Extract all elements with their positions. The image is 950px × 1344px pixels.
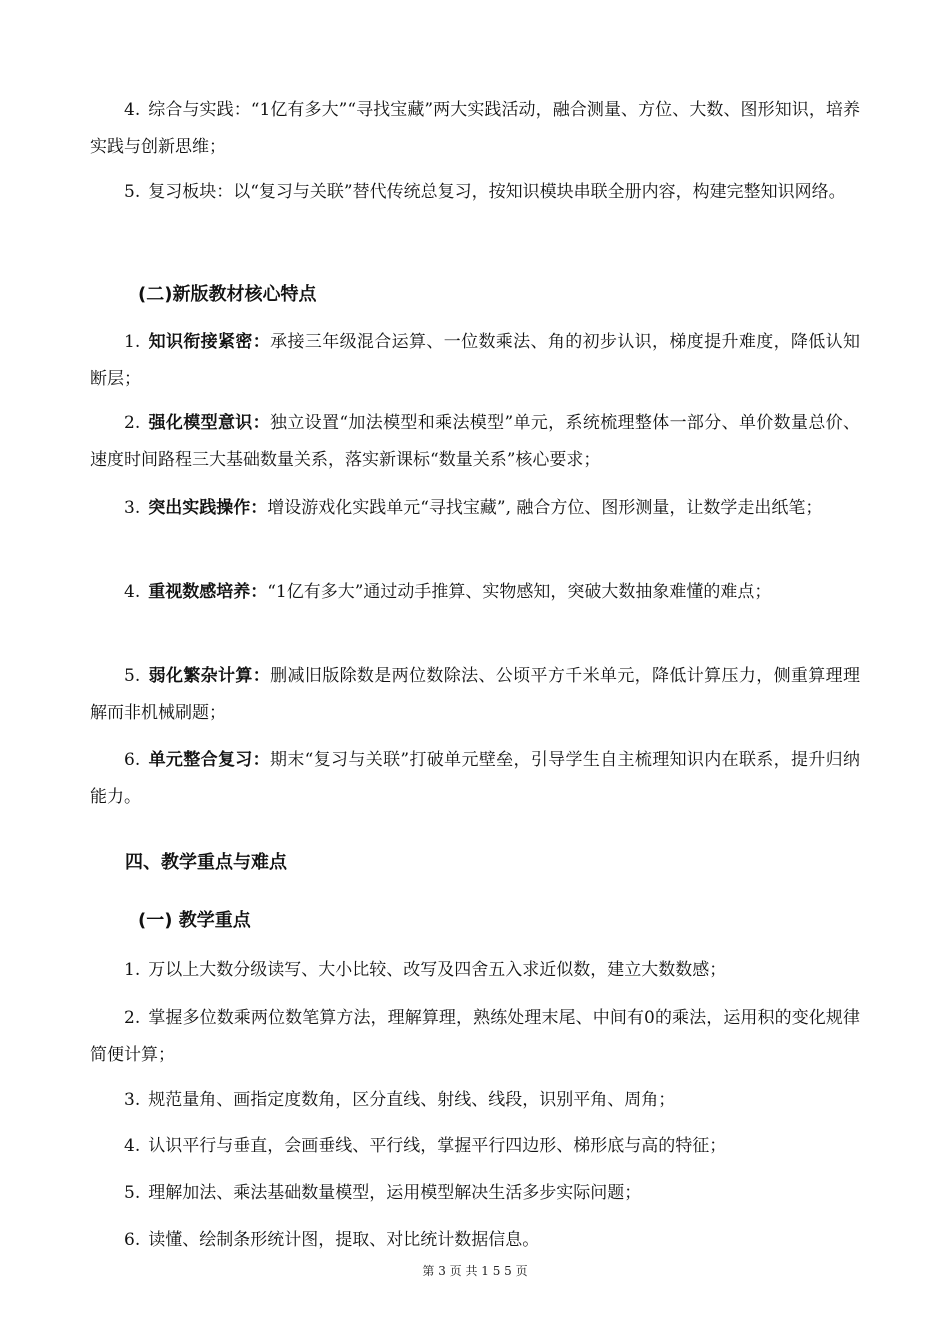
list-item: 4. 重视数感培养：“1亿有多大”通过动手推算、实物感知，突破大数抽象难懂的难点； bbox=[124, 582, 772, 602]
list-item: 3. 规范量角、画指定度数角，区分直线、射线、线段，识别平角、周角； bbox=[124, 1090, 676, 1110]
section-heading-features: (二)新版教材核心特点 bbox=[138, 284, 317, 305]
section-heading-key-points: 四、教学重点与难点 bbox=[125, 852, 287, 873]
list-item: 4. 综合与实践：“1亿有多大”“寻找宝藏”两大实践活动，融合测量、方位、大数、图形知识，培养实践与创新思维； bbox=[90, 100, 860, 157]
list-item: 6. 单元整合复习：期末“复习与关联”打破单元壁垒，引导学生自主梳理知识内在联系，提升归纳能力。 bbox=[90, 750, 861, 807]
list-item: 4. 认识平行与垂直，会画垂线、平行线，掌握平行四边形、梯形底与高的特征； bbox=[124, 1136, 727, 1156]
list-item: 5. 弱化繁杂计算：删减旧版除数是两位数除法、公顷平方千米单元，降低计算压力，侧重算理理解而非机械刷题； bbox=[90, 666, 861, 723]
list-item: 1. 知识衔接紧密：承接三年级混合运算、一位数乘法、角的初步认识，梯度提升难度，降低认知断层； bbox=[90, 332, 861, 389]
list-item: 5. 理解加法、乘法基础数量模型，运用模型解决生活多步实际问题； bbox=[124, 1183, 642, 1203]
list-item: 2. 强化模型意识：独立设置“加法模型和乘法模型”单元，系统梳理整体一部分、单价数量总价、速度时间路程三大基础数量关系，落实新课标“数量关系”核心要求； bbox=[90, 413, 861, 470]
sub-heading-teaching-focus: (一) 教学重点 bbox=[138, 910, 251, 931]
page-footer: 第 3 页 共 1 5 5 页 bbox=[422, 1264, 528, 1278]
list-item: 5. 复习板块：以“复习与关联”替代传统总复习，按知识模块串联全册内容，构建完整知识网络。 bbox=[124, 182, 846, 202]
list-item: 3. 突出实践操作：增设游戏化实践单元“寻找宝藏”, 融合方位、图形测量，让数学走出纸笔； bbox=[124, 498, 823, 518]
list-item: 1. 万以上大数分级读写、大小比较、改写及四舍五入求近似数，建立大数数感； bbox=[124, 960, 727, 980]
list-item: 2. 掌握多位数乘两位数笔算方法，理解算理，熟练处理末尾、中间有0的乘法，运用积的变化规律简便计算； bbox=[90, 1008, 860, 1065]
list-item: 6. 读懂、绘制条形统计图，提取、对比统计数据信息。 bbox=[124, 1230, 540, 1250]
